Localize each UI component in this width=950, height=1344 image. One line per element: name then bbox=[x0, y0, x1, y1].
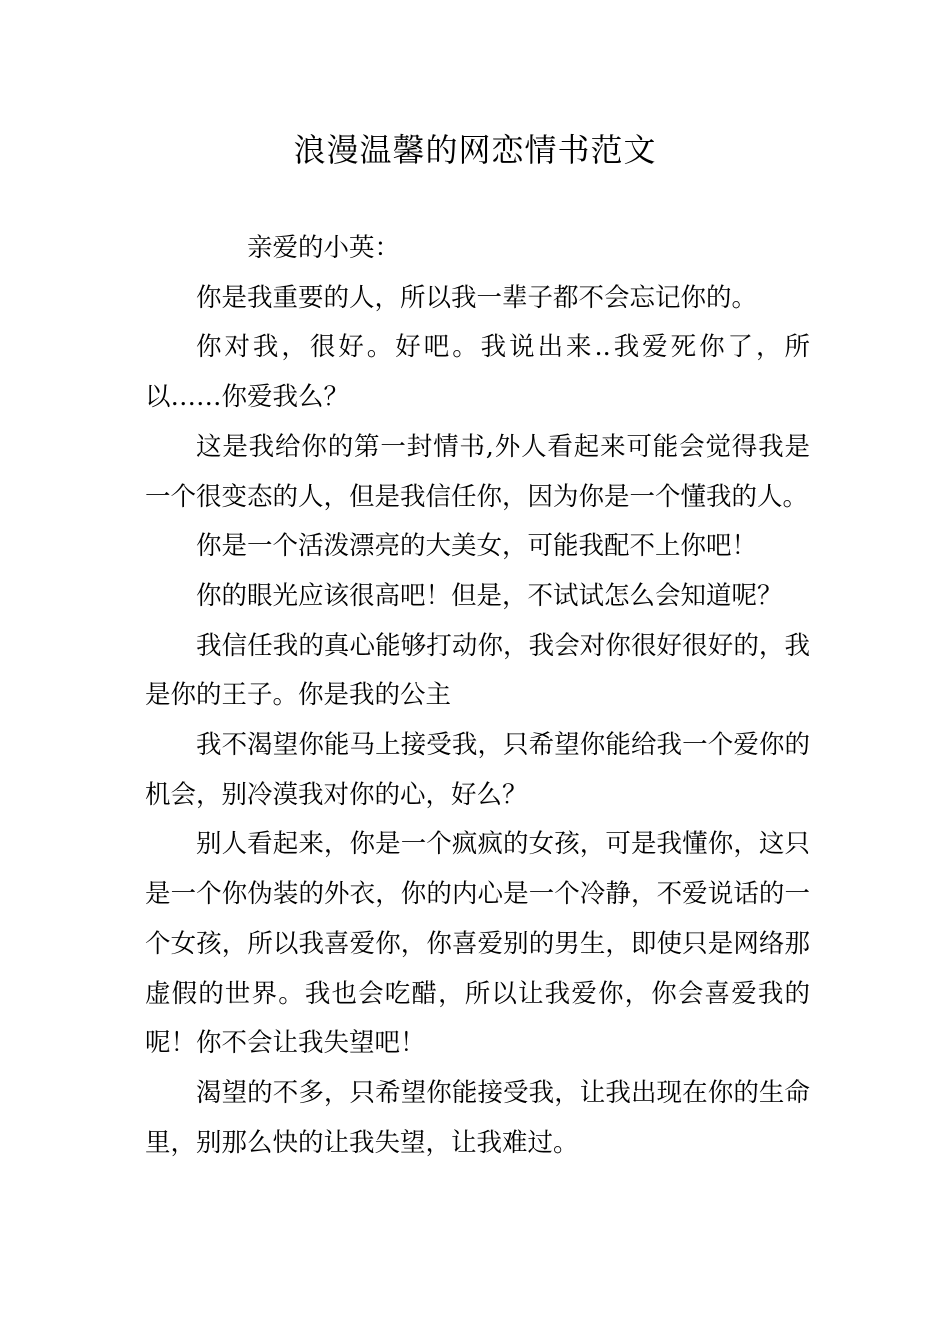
letter-paragraph: 渴望的不多，只希望你能接受我，让我出现在你的生命里，别那么快的让我失望，让我难过。 bbox=[145, 1077, 810, 1158]
letter-paragraph: 我不渴望你能马上接受我，只希望你能给我一个爱你的机会，别冷漠我对你的心，好么？ bbox=[145, 730, 810, 810]
letter-paragraph: 我信任我的真心能够打动你，我会对你很好很好的，我是你的王子。你是我的公主 bbox=[145, 630, 810, 711]
letter-paragraph: 这是我给你的第一封情书,外人看起来可能会觉得我是一个很变态的人，但是我信任你，因为你是一个懂我的人。 bbox=[145, 431, 810, 512]
letter-paragraph: 别人看起来，你是一个疯疯的女孩，可是我懂你，这只是一个你伪装的外衣，你的内心是一个冷静，不爱说话的一个女孩，所以我喜爱你，你喜爱别的男生，即使只是网络那虚假的世界。我也会吃醋，所以让我爱你，你会喜爱我的呢！你不会让我失望吧！ bbox=[145, 829, 810, 1059]
letter-body bbox=[145, 224, 810, 1168]
letter-paragraph: 你的眼光应该很高吧！但是，不试试怎么会知道呢？ bbox=[196, 580, 783, 611]
letter-paragraph: 你对我，很好。好吧。我说出来..我爱死你了，所以……你爱我么？ bbox=[145, 332, 810, 413]
letter-salutation: 亲爱的小英： bbox=[247, 233, 401, 263]
letter-paragraph: 你是一个活泼漂亮的大美女，可能我配不上你吧！ bbox=[196, 531, 758, 562]
document-title: 浪漫温馨的网恋情书范文 bbox=[293, 131, 657, 169]
letter-paragraph: 你是我重要的人，所以我一辈子都不会忘记你的。 bbox=[196, 282, 758, 313]
